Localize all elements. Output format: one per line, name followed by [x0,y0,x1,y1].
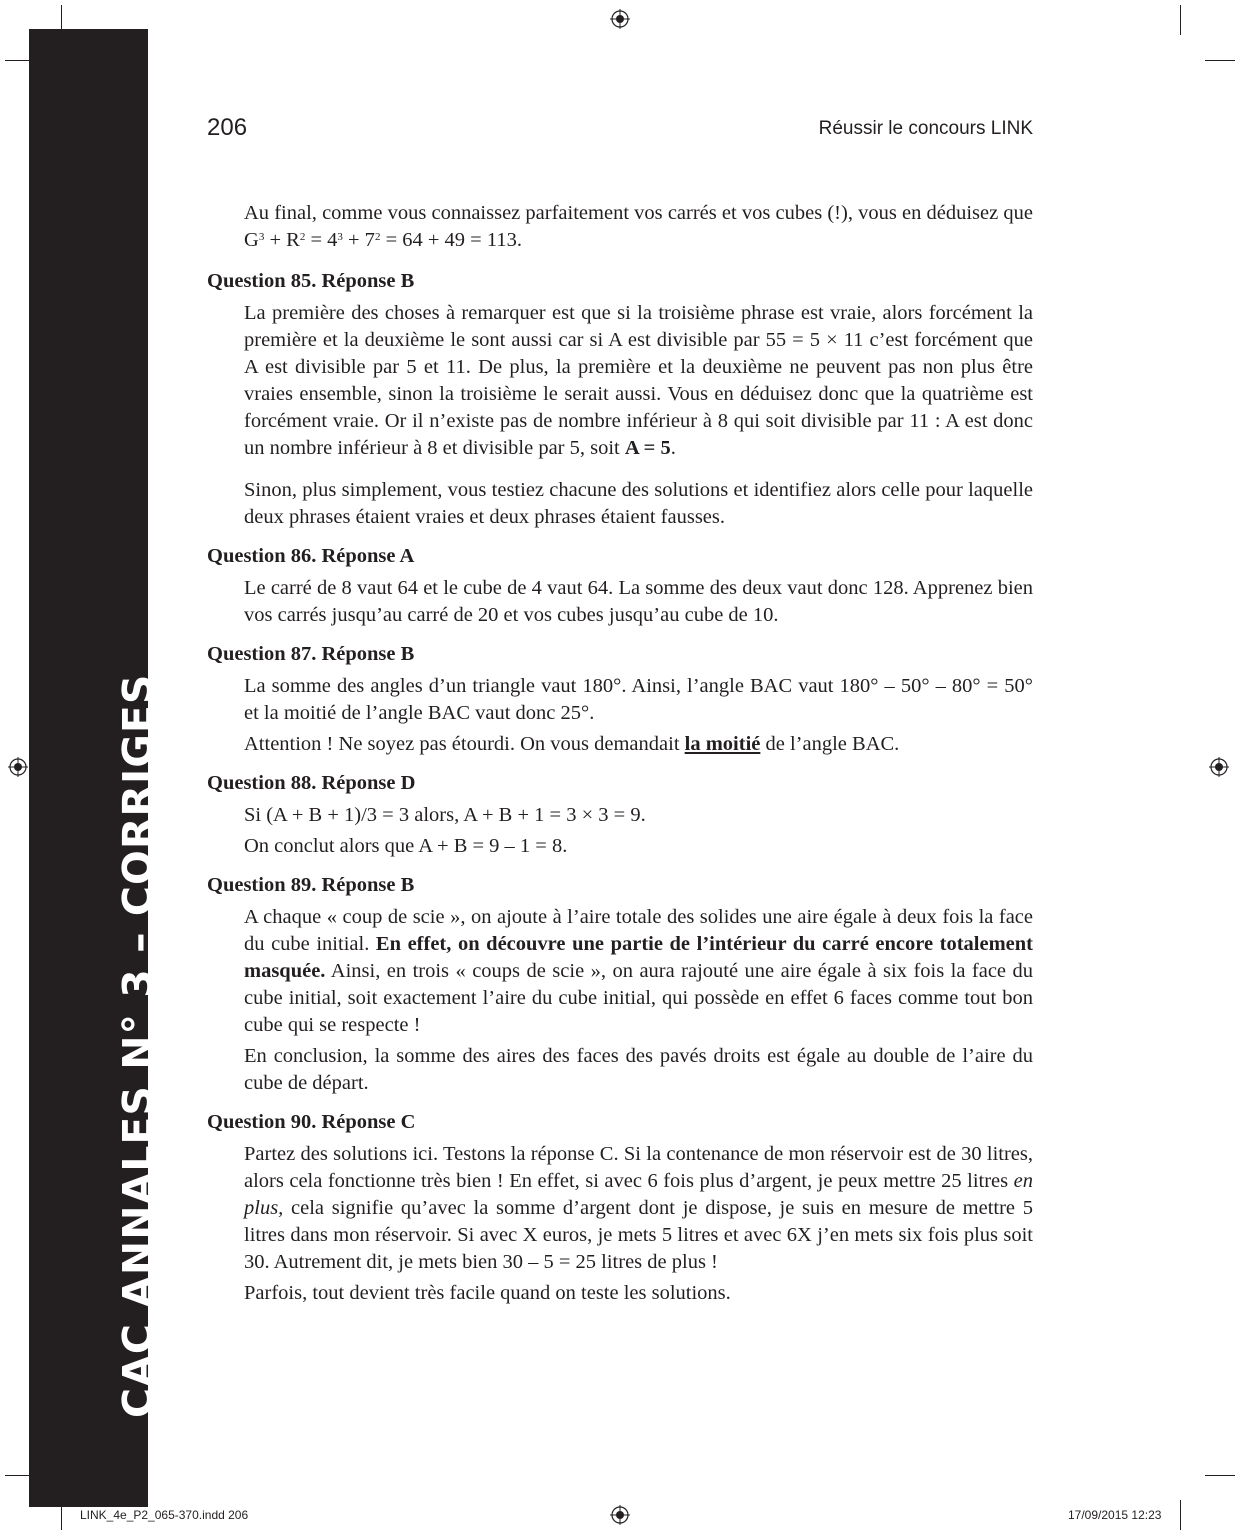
registration-mark-icon [8,757,28,777]
question-heading: Question 86. Réponse A [207,545,415,567]
book-title: Réussir le concours LINK [818,118,1033,139]
crop-mark [1205,1475,1235,1476]
question-heading: Question 90. Réponse C [207,1111,416,1133]
answer-paragraph: La première des choses à remarquer est que si la troisième phrase est vraie, alors forcément la première et la deuxième le sont aussi car si A est divisible par 55 = 5 × 11 c’est forcément que A est divisible par 5 et 11. De plus, la première et la deuxième ne peuvent pas non plus être vraies ensemble, sinon la troisième le serait aussi. Vous en déduisez donc que la quatrième est forcément vraie. Or il n’existe pas de nombre inférieur à 8 qui soit divisible par 11 : A est donc un nombre inférieur à 8 et divisible par 5, soit A = 5. [244,302,1033,459]
registration-mark-icon [1209,757,1229,777]
answer-paragraph: Sinon, plus simplement, vous testiez chacune des solutions et identifiez alors celle pour laquelle deux phrases étaient vraies et deux phrases étaient fausses. [244,479,1033,528]
footer-date-slug: 17/09/2015 12:23 [1068,1508,1162,1522]
question-heading: Question 87. Réponse B [207,643,415,665]
question-heading: Question 85. Réponse B [207,270,415,292]
crop-mark [1205,60,1235,61]
question-heading: Question 89. Réponse B [207,874,415,896]
answer-paragraph: Partez des solutions ici. Testons la réponse C. Si la contenance de mon réservoir est de 30 litres, alors cela fonctionne très bien ! En effet, si avec 6 fois plus d’argent, je peux mettre 25 litres en plus, cela signifie qu’avec la somme d’argent dont je dispose, je suis en mesure de mettre 5 litres dans mon réservoir. Si avec X euros, je mets 5 litres et avec 6X j’en mets six fois plus soit 30. Autrement dit, je mets bien 30 – 5 = 25 litres de plus ! [244,1143,1033,1273]
answer-paragraph: A chaque « coup de scie », on ajoute à l’aire totale des solides une aire égale à deux fois la face du cube initial. En effet, on découvre une partie de l’intérieur du carré encore totalement masquée. Ainsi, en trois « coups de scie », on aura rajouté une aire égale à six fois la face du cube initial, soit exactement l’aire du cube initial, qui possède en effet 6 faces comme tout bon cube qui se respecte ! [244,906,1033,1036]
page-number: 206 [207,114,248,141]
footer-file-slug: LINK_4e_P2_065-370.indd 206 [80,1508,249,1522]
answer-paragraph: En conclusion, la somme des aires des faces des pavés droits est égale au double de l’aire du cube de départ. [244,1045,1033,1094]
intro-paragraph: Au final, comme vous connaissez parfaitement vos carrés et vos cubes (!), vous en déduisez que $G^3 + R^2 = 4^3 + 7^2 = 64 + 49 = 113$. [244,202,1033,251]
answer-paragraph: La somme des angles d’un triangle vaut 180°. Ainsi, l’angle BAC vaut 180° – 50° – 80° = 50° et la moitié de l’angle BAC vaut donc 25°. [244,675,1033,724]
crop-mark [1180,1500,1181,1530]
registration-mark-icon [610,1505,630,1525]
answer-paragraph: Si (A + B + 1)/3 = 3 alors, A + B + 1 = 3 × 3 = 9. [244,804,646,826]
registration-mark-icon [610,9,630,29]
answer-paragraph: Le carré de 8 vaut 64 et le cube de 4 vaut 64. La somme des deux vaut donc 128. Apprenez bien vos carrés jusqu’au carré de 20 et vos cubes jusqu’au cube de 10. [244,577,1033,626]
sidebar-label: CAC ANNALES N° 3 – CORRIGES [114,673,162,1418]
crop-mark [1180,5,1181,35]
page-content [207,200,1033,1307]
question-heading: Question 88. Réponse D [207,772,416,794]
answer-paragraph: Attention ! Ne soyez pas étourdi. On vous demandait la moitié de l’angle BAC. [244,733,900,755]
answer-paragraph: Parfois, tout devient très facile quand on teste les solutions. [244,1282,731,1304]
answer-paragraph: On conclut alors que A + B = 9 – 1 = 8. [244,835,568,857]
